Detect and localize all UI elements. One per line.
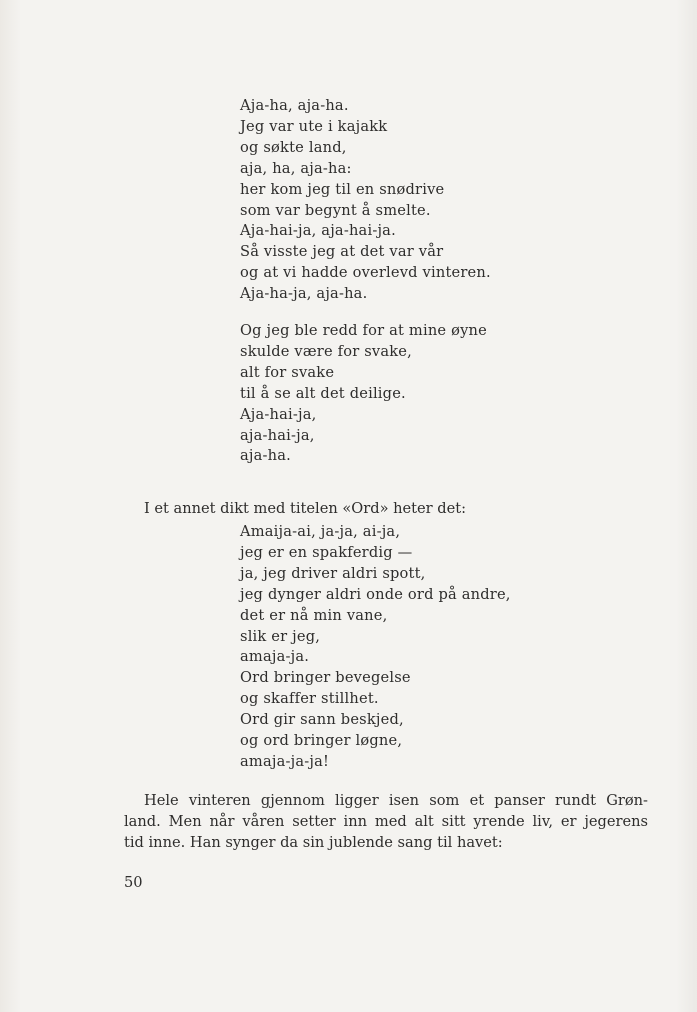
verse-line: Aja-hai-ja, aja-hai-ja. xyxy=(240,222,396,240)
prose-line: Hele vinteren gjennom ligger isen som et panser rundt Grøn- xyxy=(144,792,648,809)
poem-ord xyxy=(240,522,511,773)
verse-line: jeg dynger aldri onde ord på andre, xyxy=(240,585,511,603)
poem-stanza-1 xyxy=(240,96,491,305)
verse-line: til å se alt det deilige. xyxy=(240,384,406,402)
verse-line: det er nå min vane, xyxy=(240,606,388,624)
verse-line: Og jeg ble redd for at mine øyne xyxy=(240,322,487,339)
verse-line: Aja-hai-ja, xyxy=(240,405,317,423)
verse-line: alt for svake xyxy=(240,363,335,381)
verse-line: Jeg var ute i kajakk xyxy=(240,117,388,135)
verse-line: Amaija-ai, ja-ja, ai-ja, xyxy=(240,523,401,540)
verse-line: aja-ha. xyxy=(240,447,291,465)
closing-paragraph xyxy=(124,790,648,853)
prose-line: tid inne. Han synger da sin jublende sang til havet: xyxy=(124,834,503,851)
verse-line: Aja-ha-ja, aja-ha. xyxy=(240,285,368,303)
verse-line: Så visste jeg at det var vår xyxy=(240,243,444,261)
verse-line: her kom jeg til en snødrive xyxy=(240,180,445,198)
verse-line: Ord bringer bevegelse xyxy=(240,669,411,687)
verse-line: ja, jeg driver aldri spott, xyxy=(240,564,426,582)
page-number: 50 xyxy=(124,874,143,891)
verse-line: og skaffer stillhet. xyxy=(240,690,379,708)
verse-line: slik er jeg, xyxy=(240,627,321,645)
verse-line: som var begynt å smelte. xyxy=(240,201,431,219)
verse-line: og ord bringer løgne, xyxy=(240,732,403,750)
poem-stanza-2 xyxy=(240,321,487,467)
intro-line: I et annet dikt med titelen «Ord» heter det: xyxy=(144,500,467,517)
verse-line: amaja-ja. xyxy=(240,648,310,666)
verse-line: og søkte land, xyxy=(240,138,347,156)
verse-line: Ord gir sann beskjed, xyxy=(240,711,404,729)
verse-line: og at vi hadde overlevd vinteren. xyxy=(240,264,491,282)
verse-line: skulde være for svake, xyxy=(240,342,412,360)
verse-line: aja-hai-ja, xyxy=(240,426,315,444)
verse-line: jeg er en spakferdig — xyxy=(240,543,413,561)
verse-line: aja, ha, aja-ha: xyxy=(240,159,352,177)
verse-line: amaja-ja-ja! xyxy=(240,752,330,770)
verse-line: Aja-ha, aja-ha. xyxy=(240,97,349,114)
prose-line: land. Men når våren setter inn med alt sitt yrende liv, er jegerens xyxy=(124,813,648,830)
